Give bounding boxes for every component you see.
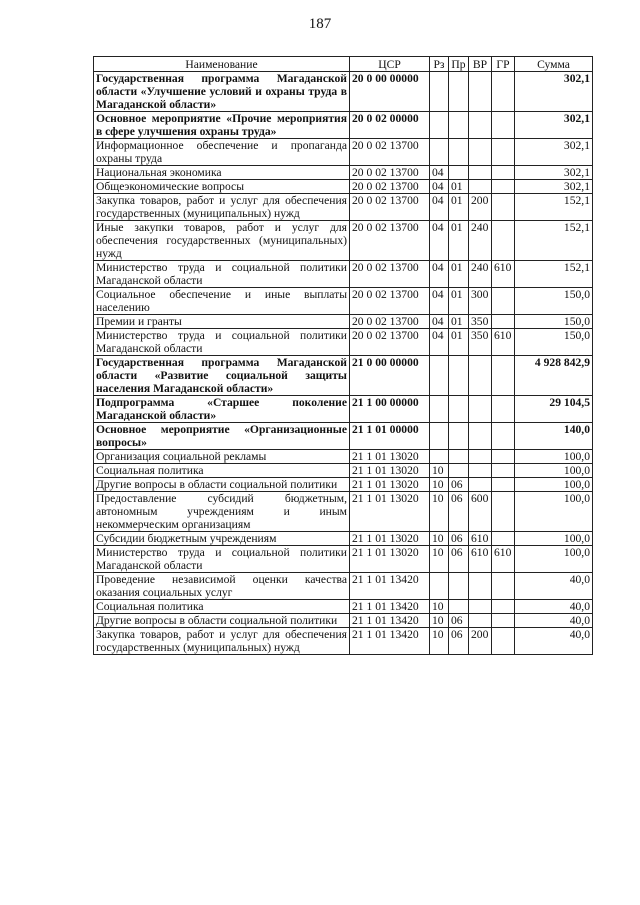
cell-pr <box>449 72 469 112</box>
cell-pr <box>449 450 469 464</box>
cell-rz: 10 <box>430 532 449 546</box>
cell-rz <box>430 139 449 166</box>
cell-gr <box>492 72 515 112</box>
cell-pr <box>449 464 469 478</box>
cell-pr: 06 <box>449 546 469 573</box>
table-body <box>94 72 593 655</box>
cell-name: Государственная программа Магаданской области «Улучшение условий и охраны труда в Магаданской области» <box>94 72 350 112</box>
cell-sum: 150,0 <box>515 315 593 329</box>
table-row <box>94 478 593 492</box>
cell-name: Субсидии бюджетным учреждениям <box>94 532 350 546</box>
cell-vr: 610 <box>469 532 492 546</box>
cell-csr: 20 0 02 13700 <box>350 166 430 180</box>
cell-rz: 04 <box>430 329 449 356</box>
cell-pr: 06 <box>449 614 469 628</box>
cell-gr <box>492 396 515 423</box>
cell-gr <box>492 194 515 221</box>
table-row <box>94 180 593 194</box>
cell-vr: 350 <box>469 315 492 329</box>
cell-vr: 300 <box>469 288 492 315</box>
cell-sum: 302,1 <box>515 112 593 139</box>
cell-vr <box>469 600 492 614</box>
cell-gr <box>492 478 515 492</box>
cell-rz: 10 <box>430 478 449 492</box>
cell-vr <box>469 478 492 492</box>
cell-vr <box>469 396 492 423</box>
cell-gr <box>492 288 515 315</box>
table-row <box>94 492 593 532</box>
table-row <box>94 356 593 396</box>
table-row <box>94 628 593 655</box>
cell-gr: 610 <box>492 261 515 288</box>
cell-vr <box>469 573 492 600</box>
cell-sum: 100,0 <box>515 546 593 573</box>
table-row <box>94 573 593 600</box>
cell-name: Премии и гранты <box>94 315 350 329</box>
table-row <box>94 329 593 356</box>
cell-vr <box>469 166 492 180</box>
cell-pr <box>449 112 469 139</box>
cell-sum: 152,1 <box>515 221 593 261</box>
cell-vr: 200 <box>469 194 492 221</box>
cell-pr: 01 <box>449 194 469 221</box>
cell-pr: 01 <box>449 180 469 194</box>
cell-name: Социальная политика <box>94 464 350 478</box>
cell-vr: 240 <box>469 221 492 261</box>
cell-pr: 01 <box>449 221 469 261</box>
cell-vr: 240 <box>469 261 492 288</box>
cell-csr: 21 1 00 00000 <box>350 396 430 423</box>
table-row <box>94 600 593 614</box>
cell-rz <box>430 72 449 112</box>
cell-name: Другие вопросы в области социальной политики <box>94 478 350 492</box>
cell-sum: 150,0 <box>515 329 593 356</box>
cell-rz: 10 <box>430 614 449 628</box>
cell-sum: 40,0 <box>515 628 593 655</box>
cell-gr: 610 <box>492 546 515 573</box>
cell-rz: 04 <box>430 288 449 315</box>
cell-name: Национальная экономика <box>94 166 350 180</box>
table-row <box>94 315 593 329</box>
cell-sum: 4 928 842,9 <box>515 356 593 396</box>
cell-rz: 10 <box>430 628 449 655</box>
cell-csr: 20 0 02 13700 <box>350 221 430 261</box>
cell-rz <box>430 112 449 139</box>
cell-csr: 21 1 01 13020 <box>350 546 430 573</box>
cell-csr: 21 1 01 13020 <box>350 478 430 492</box>
cell-name: Иные закупки товаров, работ и услуг для обеспечения государственных (муниципальных) нужд <box>94 221 350 261</box>
cell-rz: 04 <box>430 221 449 261</box>
cell-gr <box>492 112 515 139</box>
cell-rz: 10 <box>430 600 449 614</box>
cell-gr <box>492 180 515 194</box>
cell-gr <box>492 139 515 166</box>
table-row <box>94 423 593 450</box>
cell-pr <box>449 166 469 180</box>
cell-gr <box>492 450 515 464</box>
table-row <box>94 194 593 221</box>
table-row <box>94 464 593 478</box>
cell-rz <box>430 423 449 450</box>
cell-vr: 610 <box>469 546 492 573</box>
cell-name: Основное мероприятие «Прочие мероприятия в сфере улучшения охраны труда» <box>94 112 350 139</box>
cell-csr: 21 1 01 13020 <box>350 532 430 546</box>
cell-name: Социальная политика <box>94 600 350 614</box>
header-sum: Сумма <box>515 57 593 72</box>
cell-vr <box>469 72 492 112</box>
cell-csr: 20 0 02 13700 <box>350 194 430 221</box>
header-pr: Пр <box>449 57 469 72</box>
cell-pr <box>449 423 469 450</box>
cell-csr: 21 1 01 13020 <box>350 492 430 532</box>
cell-pr: 06 <box>449 628 469 655</box>
cell-gr <box>492 628 515 655</box>
cell-gr <box>492 166 515 180</box>
header-vr: ВР <box>469 57 492 72</box>
cell-name: Организация социальной рекламы <box>94 450 350 464</box>
cell-sum: 302,1 <box>515 180 593 194</box>
table-row <box>94 139 593 166</box>
cell-csr: 20 0 02 00000 <box>350 112 430 139</box>
header-gr: ГР <box>492 57 515 72</box>
cell-rz <box>430 450 449 464</box>
cell-gr <box>492 614 515 628</box>
header-rz: Рз <box>430 57 449 72</box>
cell-name: Основное мероприятие «Организационные вопросы» <box>94 423 350 450</box>
cell-csr: 21 1 01 13420 <box>350 628 430 655</box>
table-row <box>94 166 593 180</box>
cell-name: Министерство труда и социальной политики Магаданской области <box>94 261 350 288</box>
cell-sum: 100,0 <box>515 450 593 464</box>
cell-rz: 04 <box>430 261 449 288</box>
cell-vr <box>469 356 492 396</box>
cell-pr: 01 <box>449 261 469 288</box>
cell-csr: 20 0 02 13700 <box>350 329 430 356</box>
cell-sum: 150,0 <box>515 288 593 315</box>
cell-sum: 100,0 <box>515 492 593 532</box>
cell-name: Информационное обеспечение и пропаганда охраны труда <box>94 139 350 166</box>
table-row <box>94 450 593 464</box>
cell-csr: 20 0 02 13700 <box>350 261 430 288</box>
cell-vr <box>469 112 492 139</box>
cell-gr <box>492 573 515 600</box>
cell-name: Проведение независимой оценки качества оказания социальных услуг <box>94 573 350 600</box>
cell-rz <box>430 356 449 396</box>
cell-csr: 21 1 01 13020 <box>350 450 430 464</box>
cell-name: Социальное обеспечение и иные выплаты населению <box>94 288 350 315</box>
cell-sum: 152,1 <box>515 261 593 288</box>
cell-pr <box>449 139 469 166</box>
cell-csr: 20 0 02 13700 <box>350 315 430 329</box>
table-row <box>94 112 593 139</box>
cell-vr: 350 <box>469 329 492 356</box>
cell-pr: 01 <box>449 329 469 356</box>
cell-rz <box>430 573 449 600</box>
cell-sum: 152,1 <box>515 194 593 221</box>
cell-rz: 10 <box>430 492 449 532</box>
cell-vr: 600 <box>469 492 492 532</box>
cell-csr: 21 1 01 00000 <box>350 423 430 450</box>
cell-gr <box>492 221 515 261</box>
cell-sum: 140,0 <box>515 423 593 450</box>
cell-pr: 01 <box>449 288 469 315</box>
cell-gr <box>492 315 515 329</box>
cell-name: Другие вопросы в области социальной политики <box>94 614 350 628</box>
cell-vr: 200 <box>469 628 492 655</box>
cell-sum: 29 104,5 <box>515 396 593 423</box>
cell-rz: 04 <box>430 315 449 329</box>
cell-name: Общеэкономические вопросы <box>94 180 350 194</box>
cell-rz: 04 <box>430 180 449 194</box>
cell-vr <box>469 614 492 628</box>
table-row <box>94 72 593 112</box>
cell-csr: 21 1 01 13020 <box>350 464 430 478</box>
cell-csr: 20 0 00 00000 <box>350 72 430 112</box>
table-row <box>94 396 593 423</box>
cell-pr <box>449 356 469 396</box>
table-header-row <box>94 57 593 72</box>
cell-rz: 10 <box>430 464 449 478</box>
cell-name: Предоставление субсидий бюджетным, автономным учреждениям и иным некоммерческим организациям <box>94 492 350 532</box>
cell-gr <box>492 464 515 478</box>
cell-name: Подпрограмма «Старшее поколение Магаданской области» <box>94 396 350 423</box>
cell-csr: 21 0 00 00000 <box>350 356 430 396</box>
header-name: Наименование <box>94 57 350 72</box>
cell-sum: 40,0 <box>515 573 593 600</box>
cell-sum: 40,0 <box>515 614 593 628</box>
cell-gr <box>492 423 515 450</box>
cell-vr <box>469 180 492 194</box>
cell-csr: 20 0 02 13700 <box>350 139 430 166</box>
page-number: 187 <box>308 16 332 32</box>
cell-pr: 01 <box>449 315 469 329</box>
cell-sum: 100,0 <box>515 464 593 478</box>
cell-sum: 302,1 <box>515 166 593 180</box>
budget-table <box>93 56 593 655</box>
cell-rz: 10 <box>430 546 449 573</box>
table-row <box>94 546 593 573</box>
cell-vr <box>469 139 492 166</box>
cell-gr <box>492 356 515 396</box>
cell-name: Государственная программа Магаданской области «Развитие социальной защиты населения Магаданской области» <box>94 356 350 396</box>
cell-name: Министерство труда и социальной политики Магаданской области <box>94 329 350 356</box>
cell-sum: 302,1 <box>515 72 593 112</box>
cell-pr: 06 <box>449 492 469 532</box>
cell-name: Закупка товаров, работ и услуг для обеспечения государственных (муниципальных) нужд <box>94 194 350 221</box>
cell-rz <box>430 396 449 423</box>
cell-csr: 21 1 01 13420 <box>350 614 430 628</box>
cell-sum: 302,1 <box>515 139 593 166</box>
cell-vr <box>469 464 492 478</box>
cell-csr: 21 1 01 13420 <box>350 573 430 600</box>
cell-vr <box>469 423 492 450</box>
cell-rz: 04 <box>430 166 449 180</box>
table-row <box>94 614 593 628</box>
cell-vr <box>469 450 492 464</box>
cell-gr: 610 <box>492 329 515 356</box>
cell-gr <box>492 600 515 614</box>
cell-sum: 100,0 <box>515 478 593 492</box>
cell-sum: 100,0 <box>515 532 593 546</box>
cell-sum: 40,0 <box>515 600 593 614</box>
table-row <box>94 288 593 315</box>
cell-pr <box>449 573 469 600</box>
table-row <box>94 261 593 288</box>
cell-pr <box>449 600 469 614</box>
cell-rz: 04 <box>430 194 449 221</box>
cell-pr: 06 <box>449 532 469 546</box>
cell-csr: 21 1 01 13420 <box>350 600 430 614</box>
table-row <box>94 221 593 261</box>
cell-name: Министерство труда и социальной политики Магаданской области <box>94 546 350 573</box>
cell-csr: 20 0 02 13700 <box>350 180 430 194</box>
cell-csr: 20 0 02 13700 <box>350 288 430 315</box>
header-csr: ЦСР <box>350 57 430 72</box>
cell-gr <box>492 532 515 546</box>
table-row <box>94 532 593 546</box>
cell-name: Закупка товаров, работ и услуг для обеспечения государственных (муниципальных) нужд <box>94 628 350 655</box>
cell-pr <box>449 396 469 423</box>
cell-pr: 06 <box>449 478 469 492</box>
cell-gr <box>492 492 515 532</box>
